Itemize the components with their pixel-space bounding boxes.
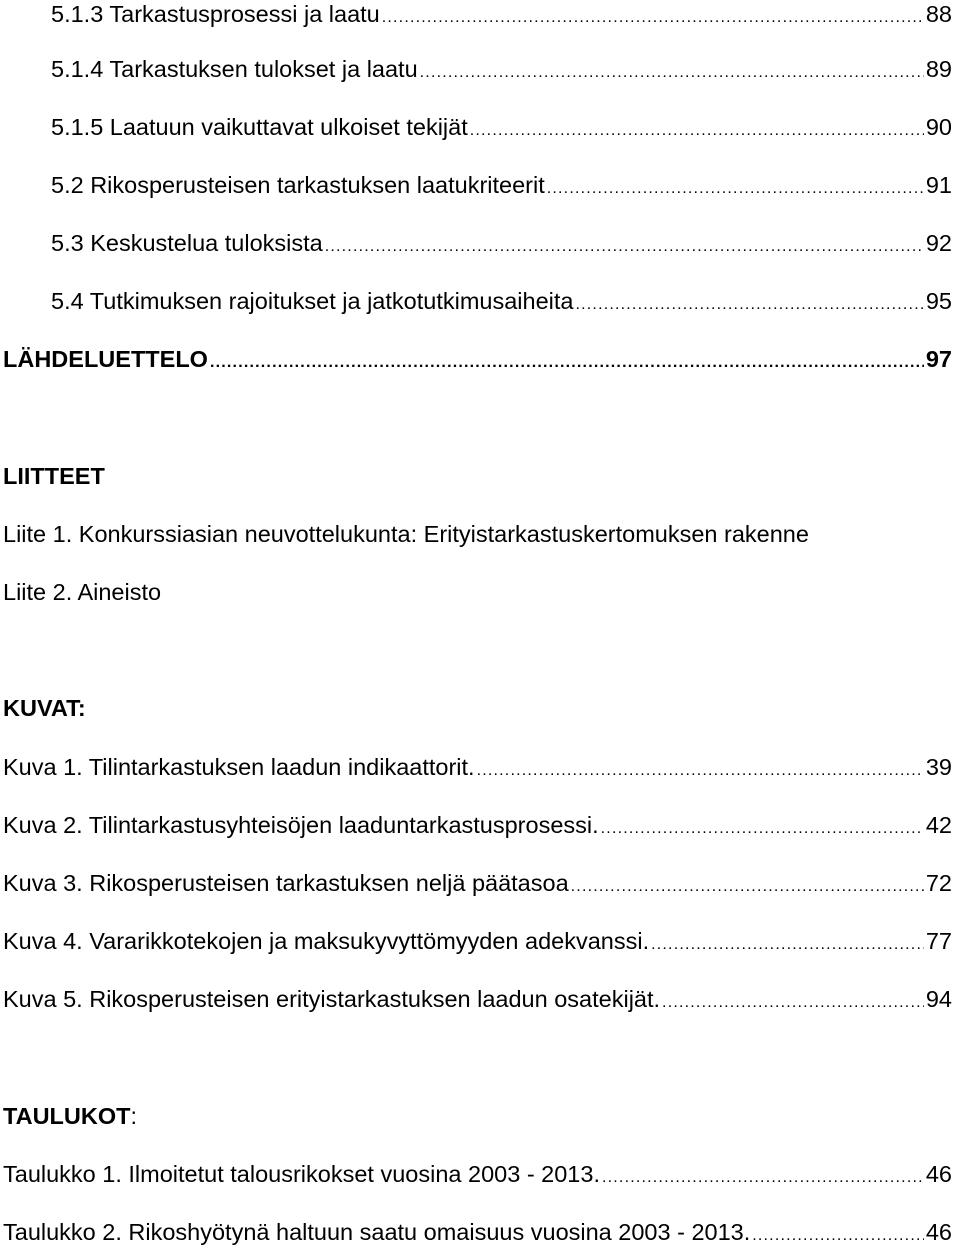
dot-leader bbox=[477, 756, 924, 786]
table-entry-page: 46 bbox=[925, 1161, 952, 1187]
dot-leader bbox=[325, 232, 924, 262]
dot-leader bbox=[752, 1221, 924, 1251]
figure-entry-title: Kuva 4. Vararikkotekojen ja maksukyvyttömyyden adekvanssi. bbox=[3, 928, 650, 954]
tables-heading bbox=[3, 1101, 137, 1131]
figure-entry[interactable] bbox=[3, 752, 952, 786]
figure-entry[interactable] bbox=[3, 810, 952, 844]
figure-entry[interactable] bbox=[3, 984, 952, 1018]
toc-entry[interactable] bbox=[51, 112, 952, 146]
dot-leader bbox=[662, 988, 924, 1018]
tables-heading-text: TAULUKOT bbox=[3, 1103, 131, 1129]
toc-entry-title: 5.1.3 Tarkastusprosessi ja laatu bbox=[51, 1, 380, 27]
dot-leader bbox=[575, 290, 923, 320]
toc-entry-page: 92 bbox=[925, 230, 952, 256]
appendix-item: Liite 1. Konkurssiasian neuvottelukunta: Erityistarkastuskertomuksen rakenne bbox=[3, 521, 809, 547]
toc-entry[interactable] bbox=[51, 170, 952, 204]
dot-leader bbox=[470, 116, 924, 146]
dot-leader bbox=[571, 872, 924, 902]
dot-leader bbox=[547, 174, 924, 204]
table-entry-title: Taulukko 2. Rikoshyötynä haltuun saatu omaisuus vuosina 2003 - 2013. bbox=[3, 1219, 751, 1245]
toc-entry-references[interactable] bbox=[3, 344, 952, 378]
figure-entry-page: 77 bbox=[925, 928, 952, 954]
dot-leader bbox=[651, 930, 924, 960]
table-entry[interactable] bbox=[3, 1217, 952, 1251]
figure-entry-title: Kuva 3. Rikosperusteisen tarkastuksen neljä päätasoa bbox=[3, 870, 569, 896]
figure-entry-title: Kuva 2. Tilintarkastusyhteisöjen laaduntarkastusprosessi. bbox=[3, 812, 599, 838]
toc-entry-title: LÄHDELUETTELO bbox=[3, 346, 208, 372]
figure-entry[interactable] bbox=[3, 926, 952, 960]
figure-entry-page: 39 bbox=[925, 754, 952, 780]
toc-entry-page: 95 bbox=[925, 288, 952, 314]
toc-entry[interactable] bbox=[51, 228, 952, 262]
toc-entry[interactable] bbox=[51, 0, 952, 33]
dot-leader bbox=[601, 814, 924, 844]
dot-leader bbox=[382, 3, 924, 33]
toc-entry-title: 5.1.5 Laatuun vaikuttavat ulkoiset tekijät bbox=[51, 114, 468, 140]
figure-entry-page: 72 bbox=[925, 870, 952, 896]
figures-heading: KUVAT: bbox=[3, 695, 86, 721]
dot-leader bbox=[210, 348, 924, 378]
dot-leader bbox=[602, 1163, 924, 1193]
table-entry-title: Taulukko 1. Ilmoitetut talousrikokset vuosina 2003 - 2013. bbox=[3, 1161, 600, 1187]
dot-leader bbox=[420, 58, 924, 88]
appendix-item: Liite 2. Aineisto bbox=[3, 579, 162, 605]
toc-entry[interactable] bbox=[51, 286, 952, 320]
toc-entry-page: 89 bbox=[925, 56, 952, 82]
tables-heading-colon: : bbox=[130, 1103, 138, 1129]
toc-entry-page: 88 bbox=[925, 1, 952, 27]
toc-entry-page: 90 bbox=[925, 114, 952, 140]
toc-entry-title: 5.3 Keskustelua tuloksista bbox=[51, 230, 323, 256]
table-entry[interactable] bbox=[3, 1159, 952, 1193]
figure-entry-title: Kuva 1. Tilintarkastuksen laadun indikaattorit. bbox=[3, 754, 475, 780]
toc-entry-page: 91 bbox=[925, 172, 952, 198]
figure-entry-page: 94 bbox=[925, 986, 952, 1012]
toc-entry-title: 5.4 Tutkimuksen rajoitukset ja jatkotutkimusaiheita bbox=[51, 288, 574, 314]
toc-entry[interactable] bbox=[51, 54, 952, 88]
figure-entry-title: Kuva 5. Rikosperusteisen erityistarkastuksen laadun osatekijät. bbox=[3, 986, 661, 1012]
table-entry-page: 46 bbox=[925, 1219, 952, 1245]
toc-entry-title: 5.1.4 Tarkastuksen tulokset ja laatu bbox=[51, 56, 418, 82]
toc-entry-title: 5.2 Rikosperusteisen tarkastuksen laatukriteerit bbox=[51, 172, 545, 198]
toc-entry-page: 97 bbox=[925, 346, 952, 372]
figure-entry-page: 42 bbox=[925, 812, 952, 838]
appendices-heading: LIITTEET bbox=[3, 463, 105, 489]
figure-entry[interactable] bbox=[3, 868, 952, 902]
